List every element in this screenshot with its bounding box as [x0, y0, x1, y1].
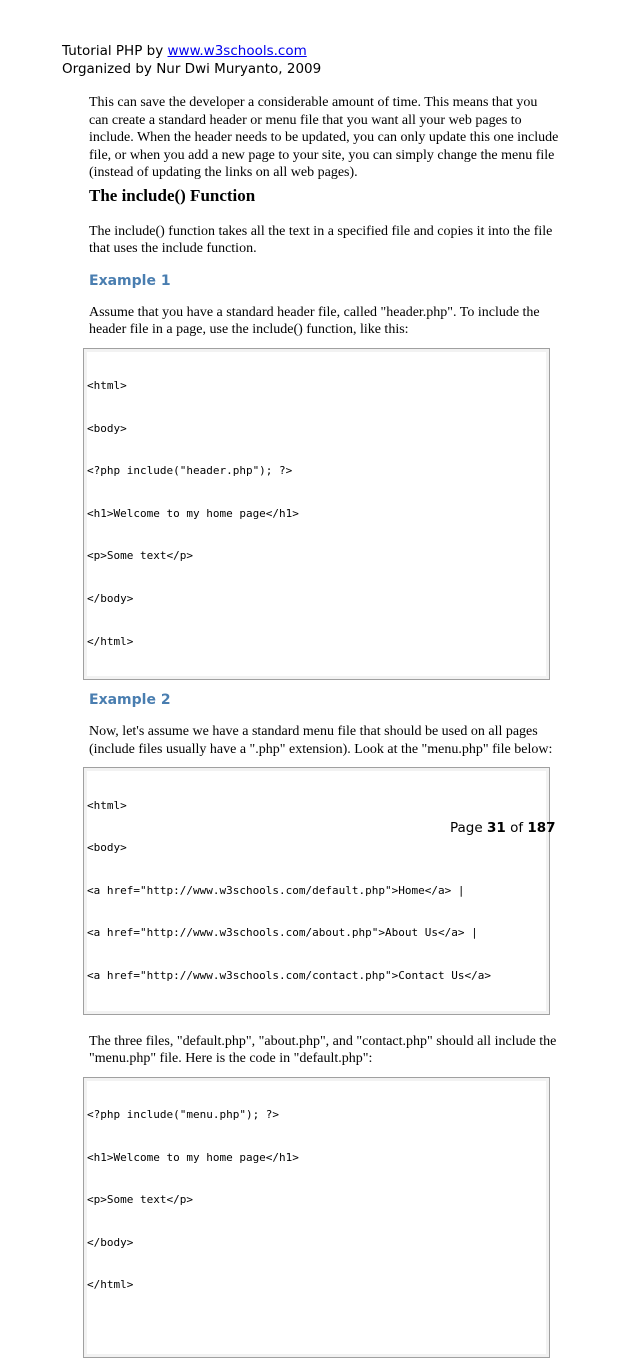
header-line-2: Organized by Nur Dwi Muryanto, 2009: [62, 61, 322, 77]
function-description: The include() function takes all the text in a specified file and copies it into the file that uses the include function.: [89, 223, 553, 256]
code-line: <?php include("header.php"); ?>: [87, 464, 293, 478]
three-files-paragraph: The three files, "default.php", "about.php", and "contact.php" should all include the "menu.php" file. Here is the code in "default.php":: [89, 1033, 557, 1067]
example-2-heading: Example 2: [89, 692, 171, 709]
page-header: [62, 42, 321, 78]
w3schools-link[interactable]: www.w3schools.com: [167, 43, 307, 59]
code-line: </html>: [87, 634, 134, 648]
code-block-2: [83, 767, 550, 1014]
code-line: <body>: [87, 421, 127, 435]
code-line: <h1>Welcome to my home page</h1>: [87, 506, 299, 520]
code-block-3: [83, 1077, 550, 1358]
example-2-description: Now, let's assume we have a standard menu file that should be used on all pages (include files usually have a ".php" extension). Look at the "menu.php" file below:: [89, 724, 553, 757]
code-line: <a href="http://www.w3schools.com/about.php">About Us</a> |: [87, 926, 478, 940]
page-footer: Page 31 of 187: [450, 820, 556, 836]
code-line: <html>: [87, 798, 127, 812]
intro-paragraph: This can save the developer a considerable amount of time. This means that you can create a standard header or menu file that you want all your web pages to include. When the header needs to be updated, you can only update this one include file, or when you add a new page to your site, you can simply change the menu file (instead of updating the links on all web pages).: [89, 95, 559, 180]
code-line: <p>Some text</p>: [87, 1193, 193, 1207]
code-line: </body>: [87, 591, 134, 605]
current-page: 31: [486, 820, 506, 836]
code-line: <html>: [87, 378, 127, 392]
example-1-heading: Example 1: [89, 272, 171, 289]
code-line: </html>: [87, 1278, 134, 1292]
code-block-1: [83, 348, 550, 681]
total-pages: 187: [527, 820, 556, 836]
code-line: <a href="http://www.w3schools.com/default.php">Home</a> |: [87, 883, 465, 897]
code-line: <a href="http://www.w3schools.com/contact.php">Contact Us</a>: [87, 969, 491, 983]
function-heading: The include() Function: [89, 185, 256, 205]
code-line: <?php include("menu.php"); ?>: [87, 1108, 280, 1122]
header-line-1: Tutorial PHP by www.w3schools.com: [62, 43, 307, 59]
code-line: <body>: [87, 841, 127, 855]
example-1-description: Assume that you have a standard header file, called "header.php". To include the header file in a page, use the include() function, like this:: [89, 304, 540, 337]
code-line: </body>: [87, 1235, 134, 1249]
document-body: [89, 94, 559, 1358]
code-spacer: [87, 1321, 547, 1327]
code-line: <p>Some text</p>: [87, 549, 193, 563]
code-line: <h1>Welcome to my home page</h1>: [87, 1150, 299, 1164]
